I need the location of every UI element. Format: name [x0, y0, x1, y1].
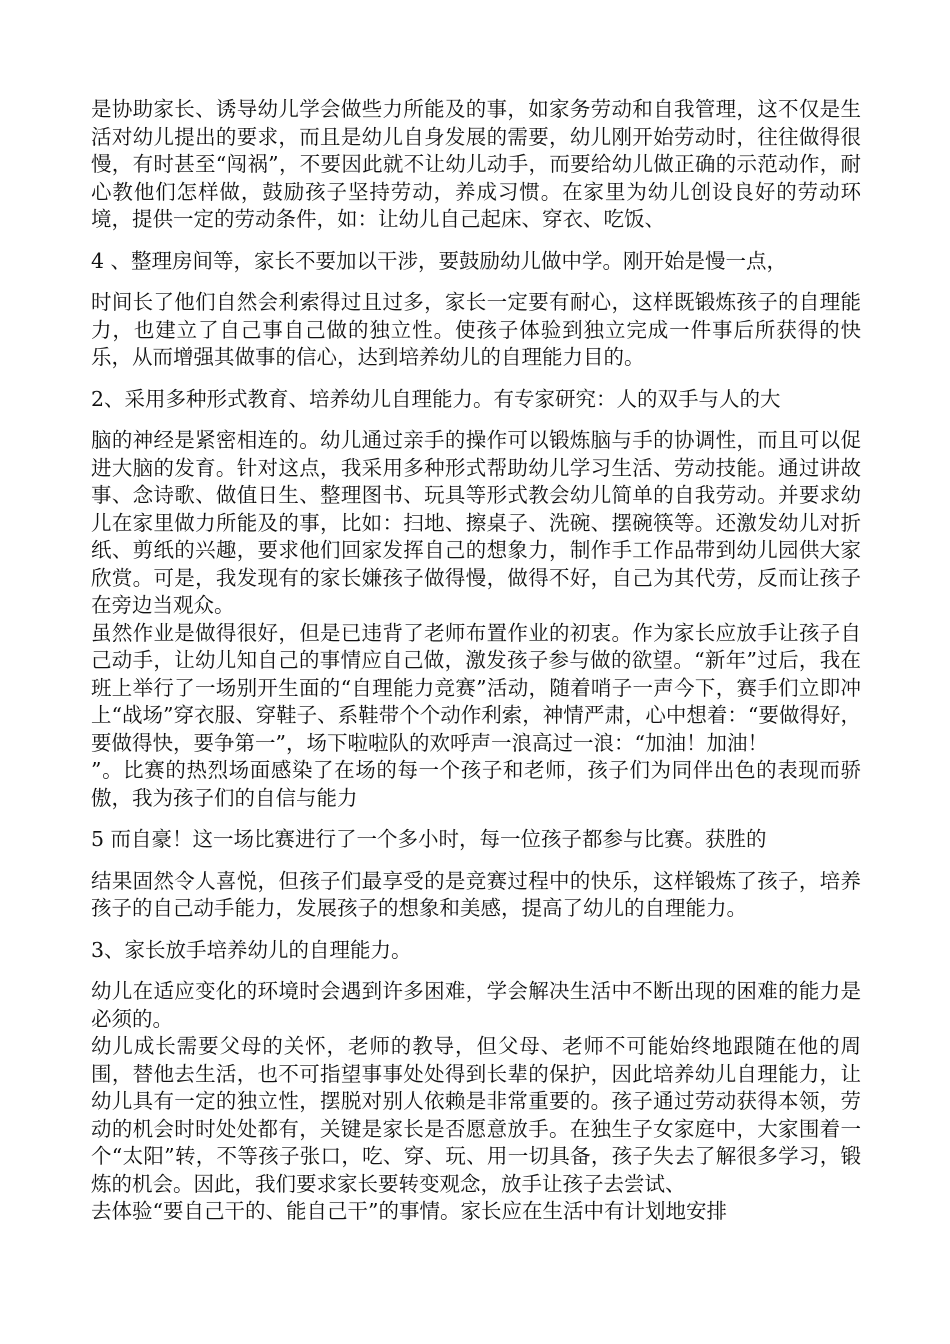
- paragraph-10: 3、家长放手培养幼儿的自理能力。: [91, 937, 412, 962]
- document-body: [91, 96, 861, 1226]
- paragraph-9: 结果固然令人喜悦，但孩子们最享受的是竞赛过程中的快乐，这样锻炼了孩子，培养孩子的自己动手能力，发展孩子的想象和美感，提高了幼儿的自理能力。: [91, 868, 861, 920]
- paragraph-5: 脑的神经是紧密相连的。幼儿通过亲手的操作可以锻炼脑与手的协调性，而且可以促进大脑的发育。针对这点，我采用多种形式帮助幼儿学习生活、劳动技能。通过讲故事、念诗歌、做值日生、整理图书、玩具等形式教会幼儿简单的自我劳动。并要求幼儿在家里做力所能及的事，比如：扫地、擦桌子、洗碗、摆碗筷等。还激发幼儿对折纸、剪纸的兴趣，要求他们回家发挥自己的想象力，制作手工作品带到幼儿园供大家欣赏。可是，我发现有的家长嫌孩子做得慢，做得不好，自己为其代劳，反而让孩子在旁边当观众。: [91, 428, 861, 617]
- paragraph-2: 4 、整理房间等，家长不要加以干涉，要鼓励幼儿做中学。刚开始是慢一点，: [91, 248, 788, 273]
- paragraph-3: 时间长了他们自然会利索得过且过多，家长一定要有耐心，这样既锻炼孩子的自理能力，也建立了自己事自己做的独立性。使孩子体验到独立完成一件事后所获得的快乐，从而增强其做事的信心，达到培养幼儿的自理能力目的。: [91, 290, 861, 369]
- paragraph-8: 5 而自豪！这一场比赛进行了一个多小时，每一位孩子都参与比赛。获胜的: [91, 827, 767, 851]
- paragraph-4: 2、采用多种形式教育、培养幼儿自理能力。有专家研究：人的双手与人的大: [91, 386, 781, 411]
- paragraph-7: ”。比赛的热烈场面感染了在场的每一个孩子和老师，孩子们为同伴出色的表现而骄傲，我为孩子们的自信与能力: [91, 758, 861, 810]
- paragraph-13: 去体验“要自己干的、能自己干”的事情。家长应在生活中有计划地安排: [91, 1199, 727, 1223]
- paragraph-12: 幼儿成长需要父母的关怀，老师的教导，但父母、老师不可能始终地跟随在他的周围，替他去生活，也不可指望事事处处得到长辈的保护，因此培养幼儿自理能力，让幼儿具有一定的独立性，摆脱对别人依赖是非常重要的。孩子通过劳动获得本领，劳动的机会时时处处都有，关键是家长是否愿意放手。在独生子女家庭中，大家围着一个“太阳”转，不等孩子张口，吃、穿、玩、用一切具备，孩子失去了解很多学习，锻炼的机会。因此，我们要求家长要转变观念，放手让孩子去尝试、: [91, 1034, 861, 1196]
- paragraph-6: 虽然作业是做得很好，但是已违背了老师布置作业的初衷。作为家长应放手让孩子自己动手，让幼儿知自己的事情应自己做，激发孩子参与做的欲望。“新年”过后，我在班上举行了一场别开生面的“自理能力竞赛”活动，随着哨子一声今下，赛手们立即冲上“战场”穿衣服、穿鞋子、系鞋带个个动作利索，神情严肃，心中想着：“要做得好，要做得快，要争第一”，场下啦啦队的欢呼声一浪高过一浪：“加油！加油！: [91, 620, 861, 755]
- paragraph-11: 幼儿在适应变化的环境时会遇到许多困难，学会解决生活中不断出现的困难的能力是必须的。: [91, 979, 861, 1031]
- paragraph-1: 是协助家长、诱导幼儿学会做些力所能及的事，如家务劳动和自我管理，这不仅是生活对幼儿提出的要求，而且是幼儿自身发展的需要，幼儿刚开始劳动时，往往做得很慢，有时甚至“闯祸”，不要因此就不让幼儿动手，而要给幼儿做正确的示范动作，耐心教他们怎样做，鼓励孩子坚持劳动，养成习惯。在家里为幼儿创设良好的劳动环境，提供一定的劳动条件，如：让幼儿自己起床、穿衣、吃饭、: [91, 97, 861, 231]
